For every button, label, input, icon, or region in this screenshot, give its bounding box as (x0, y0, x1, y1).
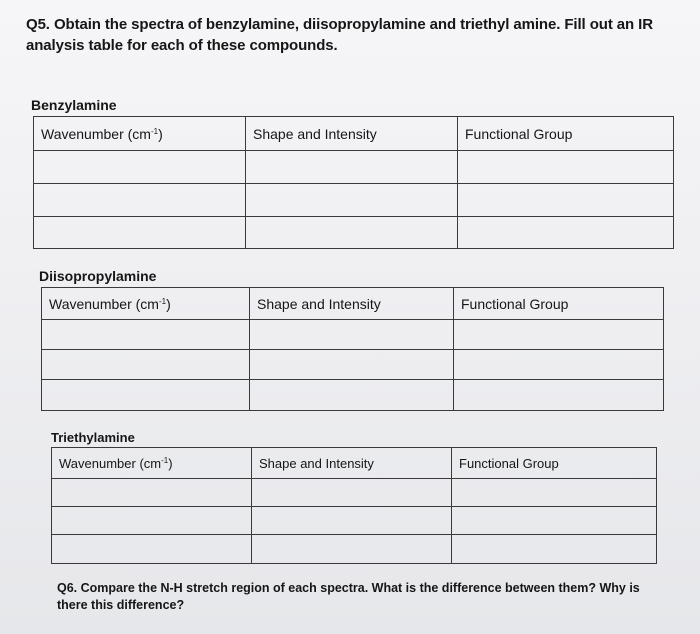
shape-intensity-header: Shape and Intensity (246, 117, 458, 151)
table-cell[interactable] (454, 320, 664, 350)
wavenumber-header: Wavenumber $(cm^{-1})$ (42, 288, 250, 320)
benzylamine-title: Benzylamine (31, 97, 117, 113)
table-row (52, 507, 657, 535)
table-cell[interactable] (250, 380, 454, 411)
diisopropylamine-title: Diisopropylamine (39, 268, 157, 284)
diisopropylamine-header-row (42, 288, 664, 320)
wavenumber-header: Wavenumber $(cm^{-1})$ (34, 117, 246, 151)
table-cell[interactable] (42, 320, 250, 350)
shape-intensity-header: Shape and Intensity (250, 288, 454, 320)
table-row (52, 479, 657, 507)
table-cell[interactable] (246, 217, 458, 249)
table-cell[interactable] (52, 507, 252, 535)
table-row (42, 380, 664, 411)
table-cell[interactable] (52, 479, 252, 507)
functional-group-header: Functional Group (458, 117, 674, 151)
triethylamine-title: Triethylamine (51, 430, 135, 445)
table-cell[interactable] (246, 184, 458, 217)
table-cell[interactable] (454, 380, 664, 411)
triethylamine-header-row (52, 448, 657, 479)
question-6: Q6. Compare the N-H stretch region of each spectra. What is the difference between them? Why is there this difference? (57, 581, 640, 612)
table-cell[interactable] (42, 380, 250, 411)
table-cell[interactable] (452, 535, 657, 564)
table-cell[interactable] (458, 217, 674, 249)
wavenumber-header: Wavenumber $(cm^{-1})$ (52, 448, 252, 479)
table-cell[interactable] (454, 350, 664, 380)
table-row (34, 184, 674, 217)
shape-intensity-header: Shape and Intensity (252, 448, 452, 479)
table-cell[interactable] (42, 350, 250, 380)
table-cell[interactable] (34, 217, 246, 249)
table-cell[interactable] (252, 507, 452, 535)
triethylamine-table (51, 447, 657, 564)
table-cell[interactable] (252, 535, 452, 564)
functional-group-header: Functional Group (454, 288, 664, 320)
table-cell[interactable] (458, 184, 674, 217)
table-row (42, 350, 664, 380)
table-cell[interactable] (246, 151, 458, 184)
table-cell[interactable] (250, 350, 454, 380)
table-cell[interactable] (452, 479, 657, 507)
table-cell[interactable] (250, 320, 454, 350)
table-row (34, 151, 674, 184)
benzylamine-header-row (34, 117, 674, 151)
question-5: Q5. Obtain the spectra of benzylamine, diisopropylamine and triethyl amine. Fill out an IR analysis table for each of these compounds. (26, 16, 653, 54)
table-cell[interactable] (252, 479, 452, 507)
table-row (34, 217, 674, 249)
table-cell[interactable] (52, 535, 252, 564)
table-cell[interactable] (452, 507, 657, 535)
table-cell[interactable] (458, 151, 674, 184)
diisopropylamine-table (41, 287, 664, 411)
functional-group-header: Functional Group (452, 448, 657, 479)
table-cell[interactable] (34, 151, 246, 184)
table-row (52, 535, 657, 564)
table-row (42, 320, 664, 350)
benzylamine-table (33, 116, 674, 249)
table-cell[interactable] (34, 184, 246, 217)
